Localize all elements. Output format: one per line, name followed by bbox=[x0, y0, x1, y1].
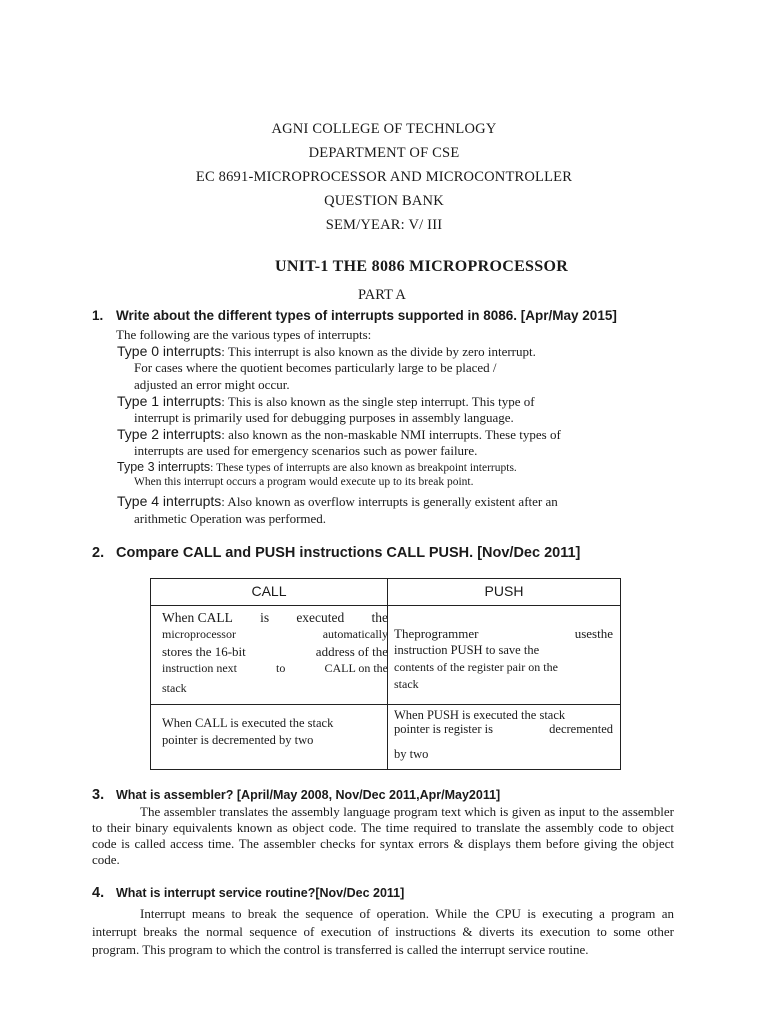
question-2 bbox=[92, 545, 580, 561]
type3-label: Type 3 interrupts bbox=[117, 460, 211, 474]
type0-desc: : This interrupt is also known as the divide by zero interrupt. bbox=[221, 344, 536, 359]
table-header-push: PUSH bbox=[484, 583, 524, 599]
question-3 bbox=[92, 787, 500, 803]
type4-desc-2: arithmetic Operation was performed. bbox=[134, 511, 327, 526]
question-1 bbox=[92, 308, 617, 323]
type3-desc-2: When this interrupt occurs a program would execute up to its break point. bbox=[134, 476, 474, 488]
question-number: 3. bbox=[92, 787, 105, 803]
type0-desc-2: For cases where the quotient becomes particularly large to be placed / bbox=[134, 360, 497, 375]
type0-label: Type 0 interrupts bbox=[117, 343, 222, 359]
q3-answer: The assembler translates the assembly language program text which is given as input to the assembler to their binary equivalents known as object code. The time required to translate the assembly code to object code is called access time. The assembler checks for syntax errors & displays them before giving the object code. bbox=[92, 804, 674, 867]
type2-desc-2: interrupts are used for emergency scenarios such as power failure. bbox=[134, 443, 478, 458]
question-number: 1. bbox=[92, 308, 104, 323]
course-title: EC 8691-MICROPROCESSOR AND MICROCONTROLLER bbox=[195, 169, 573, 185]
question-text: Write about the different types of interrupts supported in 8086. [Apr/May 2015] bbox=[116, 308, 617, 323]
unit-title: UNIT-1 THE 8086 MICROPROCESSOR bbox=[275, 258, 569, 275]
table-cell-call-1: When CALL is executed the microprocessor automatically stores the 16-bit address of the instruction next to CALL on the stack bbox=[162, 610, 388, 695]
type0-line bbox=[117, 343, 536, 360]
type1-line bbox=[117, 393, 535, 410]
type4-label: Type 4 interrupts bbox=[117, 493, 222, 509]
q4-answer: Interrupt means to break the sequence of operation. While the CPU is executing a program an interrupt breaks the normal sequence of execution of instructions & diverts its execution to some other program. This program to which the control is transferred is called the interrupt service routine. bbox=[92, 906, 674, 957]
q1-intro: The following are the various types of interrupts: bbox=[116, 327, 372, 342]
question-text: What is assembler? [April/May 2008, Nov/Dec 2011,Apr/May2011] bbox=[116, 788, 501, 802]
table-cell-push-1: Theprogrammer usesthe instruction PUSH to save the contents of the register pair on the stack bbox=[394, 626, 613, 691]
type2-line bbox=[117, 426, 561, 443]
question-number: 4. bbox=[92, 885, 105, 901]
question-text: Compare CALL and PUSH instructions CALL PUSH. [Nov/Dec 2011] bbox=[116, 545, 581, 561]
type2-label: Type 2 interrupts bbox=[117, 426, 222, 442]
type4-desc: : Also known as overflow interrupts is generally existent after an bbox=[221, 494, 558, 509]
college-name: AGNI COLLEGE OF TECHNLOGY bbox=[271, 121, 497, 137]
question-number: 2. bbox=[92, 545, 105, 561]
type1-label: Type 1 interrupts bbox=[117, 393, 222, 409]
call-push-table bbox=[150, 578, 621, 770]
sem-year: SEM/YEAR: V/ III bbox=[325, 217, 443, 233]
question-text: What is interrupt service routine?[Nov/Dec 2011] bbox=[116, 886, 405, 900]
table-cell-push-2: When PUSH is executed the stack pointer is register is decremented by two bbox=[394, 708, 613, 761]
part-title: PART A bbox=[358, 287, 406, 303]
document-type: QUESTION BANK bbox=[324, 193, 444, 209]
question-4 bbox=[92, 885, 404, 901]
type4-line bbox=[117, 493, 558, 510]
type3-desc: : These types of interrupts are also known as breakpoint interrupts. bbox=[210, 462, 517, 474]
type3-line bbox=[117, 460, 517, 474]
department-name: DEPARTMENT OF CSE bbox=[308, 145, 460, 161]
type0-desc-3: adjusted an error might occur. bbox=[134, 377, 290, 392]
type1-desc: : This is also known as the single step interrupt. This type of bbox=[221, 394, 535, 409]
table-cell-call-2: When CALL is executed the stack pointer is decremented by two bbox=[162, 716, 334, 747]
type1-desc-2: interrupt is primarily used for debugging purposes in assembly language. bbox=[134, 410, 514, 425]
type2-desc: : also known as the non-maskable NMI interrupts. These types of bbox=[221, 427, 561, 442]
table-header-call: CALL bbox=[251, 583, 287, 599]
